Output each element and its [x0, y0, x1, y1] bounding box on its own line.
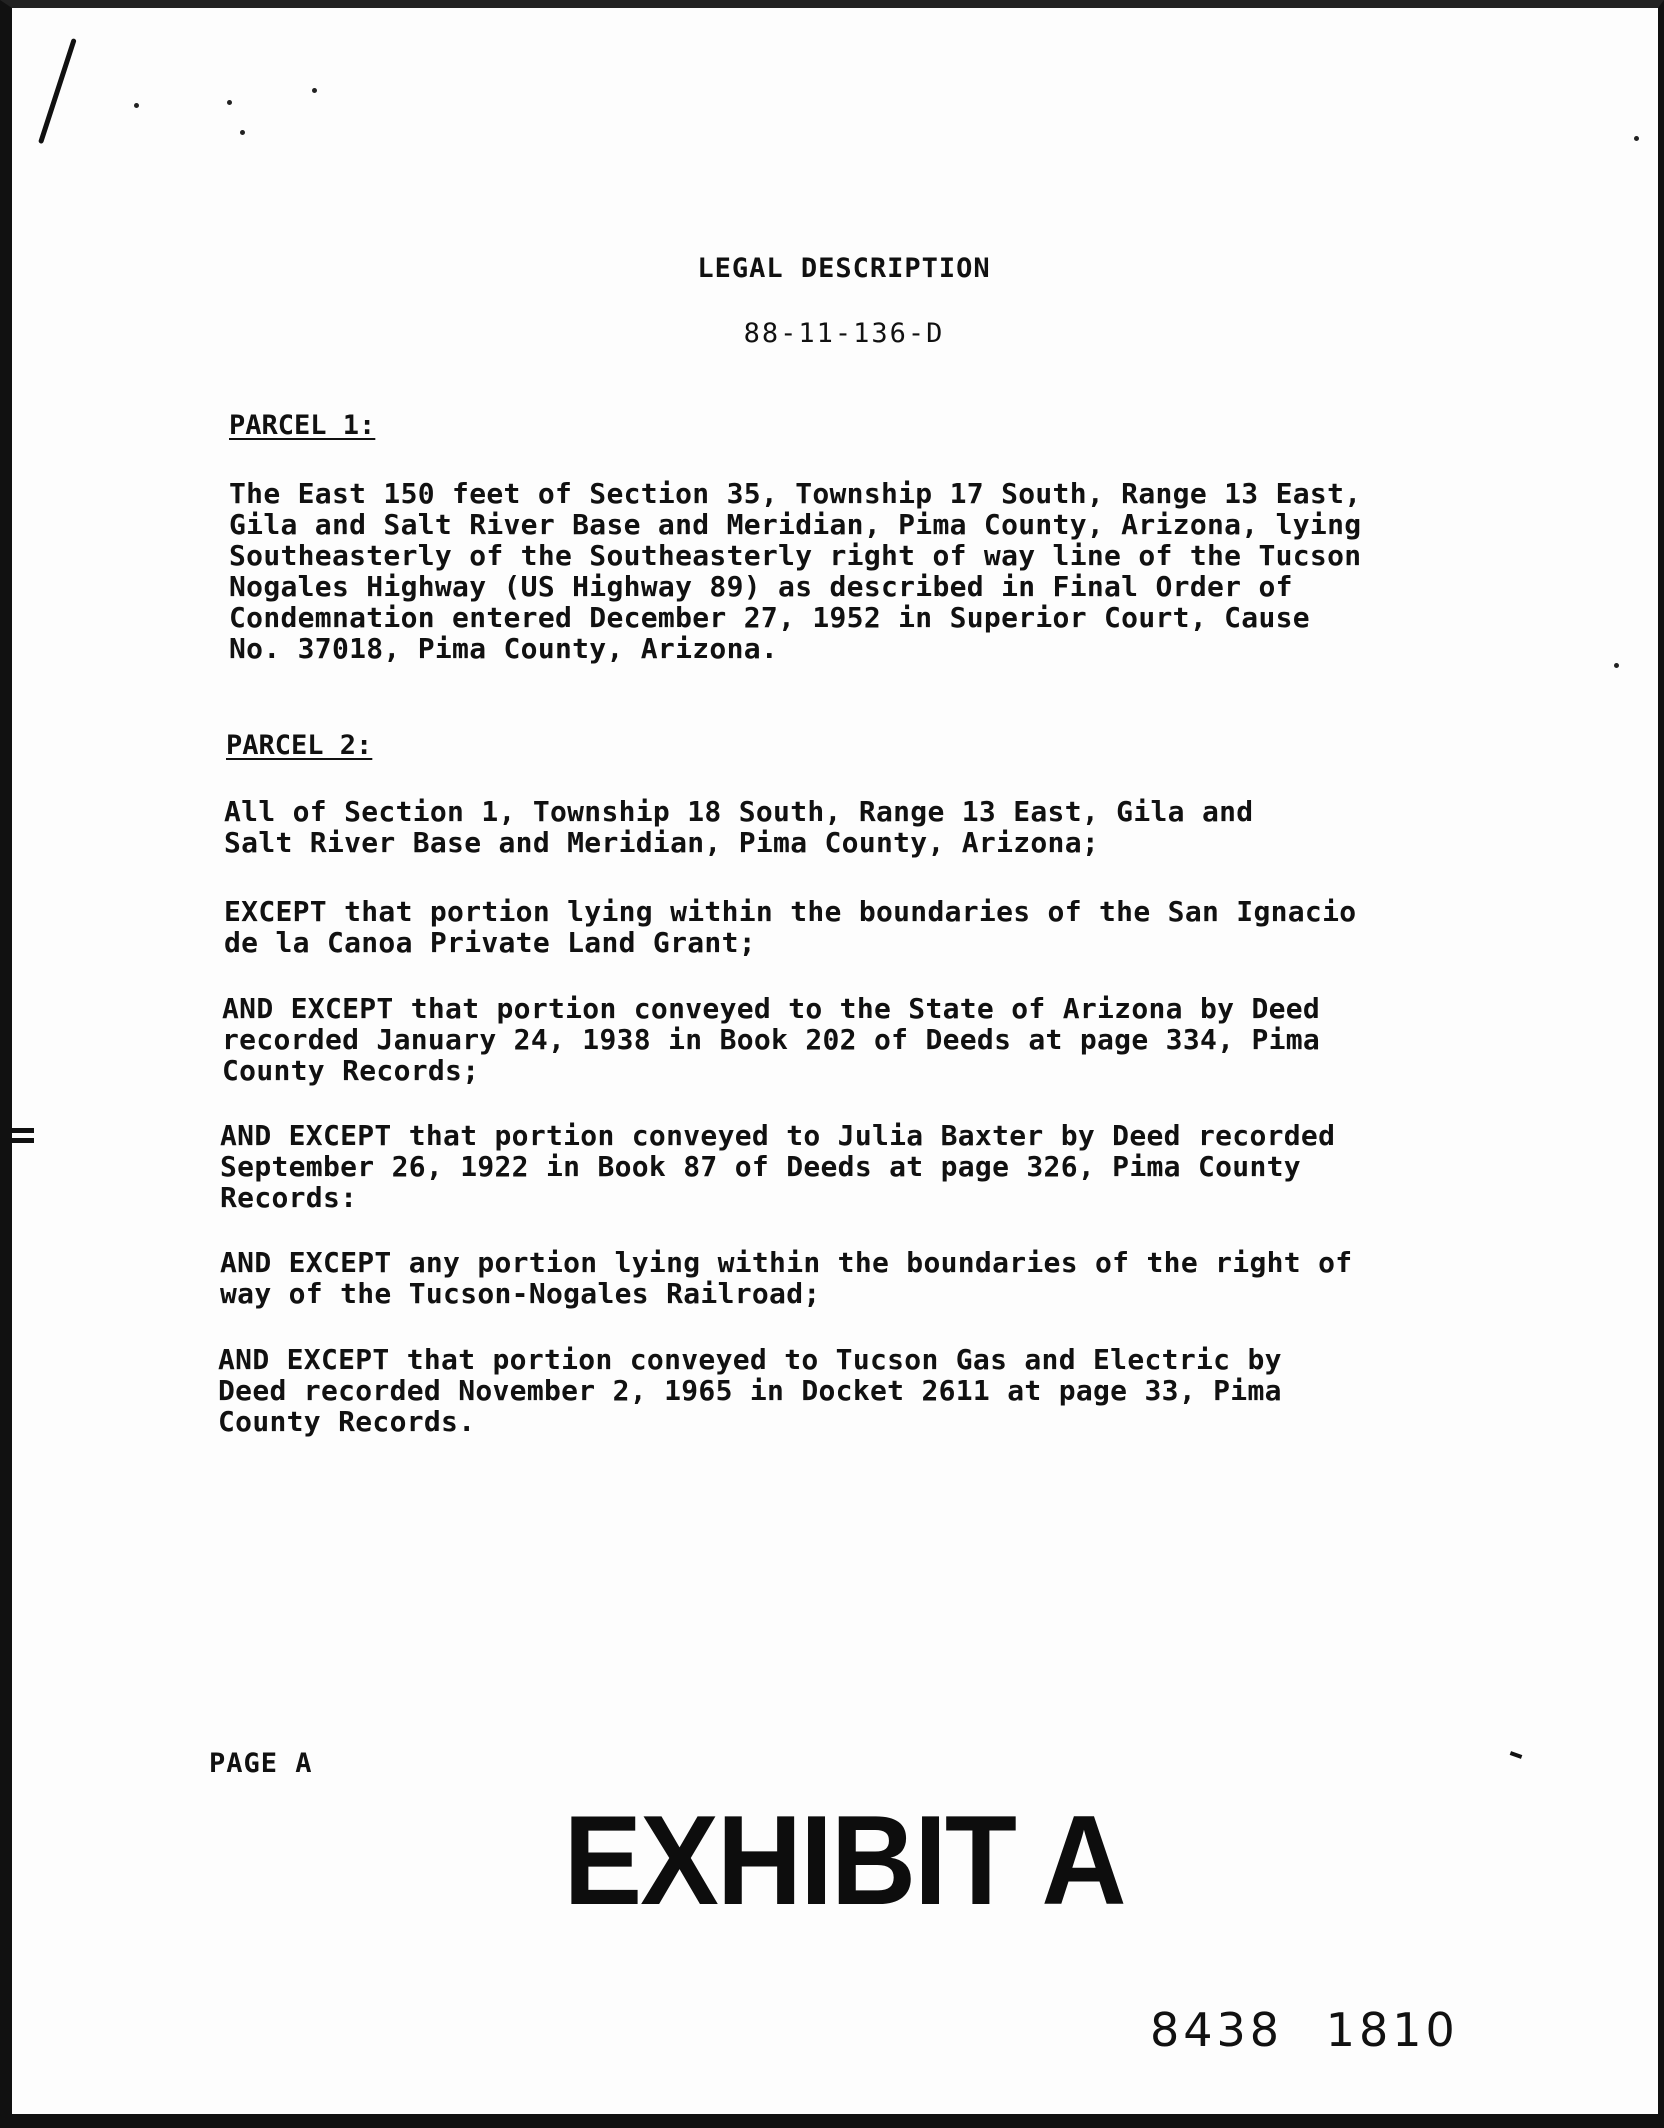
parcel-2-exception-5: AND EXCEPT that portion conveyed to Tucson Gas and Electric by Deed recorded November 2, 1965 in Docket 2611 at page 33, Pima County Records. — [218, 1343, 1282, 1438]
parcel-2-exception-2: AND EXCEPT that portion conveyed to the State of Arizona by Deed recorded January 24, 1938 in Book 202 of Deeds at page 334, Pima County Records; — [222, 992, 1321, 1087]
scan-slash-mark — [38, 38, 77, 144]
scan-speck — [240, 130, 245, 135]
scan-speck — [134, 103, 139, 108]
scan-speck — [1614, 663, 1619, 668]
document-number: 88-11-136-D — [743, 318, 945, 349]
record-number: 8438 1810 — [1150, 2003, 1459, 2057]
parcel-1-heading: PARCEL 1: — [229, 410, 376, 441]
scan-speck — [1634, 136, 1639, 141]
exhibit-stamp: EXHIBIT A — [563, 1789, 1125, 1933]
parcel-2-exception-1: EXCEPT that portion lying within the boundaries of the San Ignacio de la Canoa Private Land Grant; — [224, 895, 1357, 959]
parcel-2-exception-3: AND EXCEPT that portion conveyed to Julia Baxter by Deed recorded September 26, 1922 in Book 87 of Deeds at page 326, Pima County Records: — [220, 1119, 1336, 1214]
parcel-2-exception-4: AND EXCEPT any portion lying within the boundaries of the right of way of the Tucson-Nogales Railroad; — [220, 1246, 1353, 1310]
parcel-2-description: All of Section 1, Township 18 South, Range 13 East, Gila and Salt River Base and Meridian, Pima County, Arizona; — [224, 795, 1254, 859]
scan-speck — [227, 100, 232, 105]
scan-edge-mark — [12, 1128, 34, 1133]
page-label: PAGE A — [209, 1748, 313, 1779]
parcel-1-description: The East 150 feet of Section 35, Township 17 South, Range 13 East, Gila and Salt River Base and Meridian, Pima County, Arizona, lying Southeasterly of the Southeasterly right of way line of the Tucson Nogales Highway (US Highway 89) as described in Final Order of Condemnation entered December 27, 1952 in Superior Court, Cause No. 37018, Pima County, Arizona. — [229, 477, 1362, 665]
scan-edge-mark — [12, 1138, 34, 1143]
scan-speck — [312, 88, 317, 93]
scan-speck — [1510, 1751, 1523, 1759]
parcel-2-heading: PARCEL 2: — [226, 730, 373, 761]
document-title: LEGAL DESCRIPTION — [697, 253, 991, 284]
